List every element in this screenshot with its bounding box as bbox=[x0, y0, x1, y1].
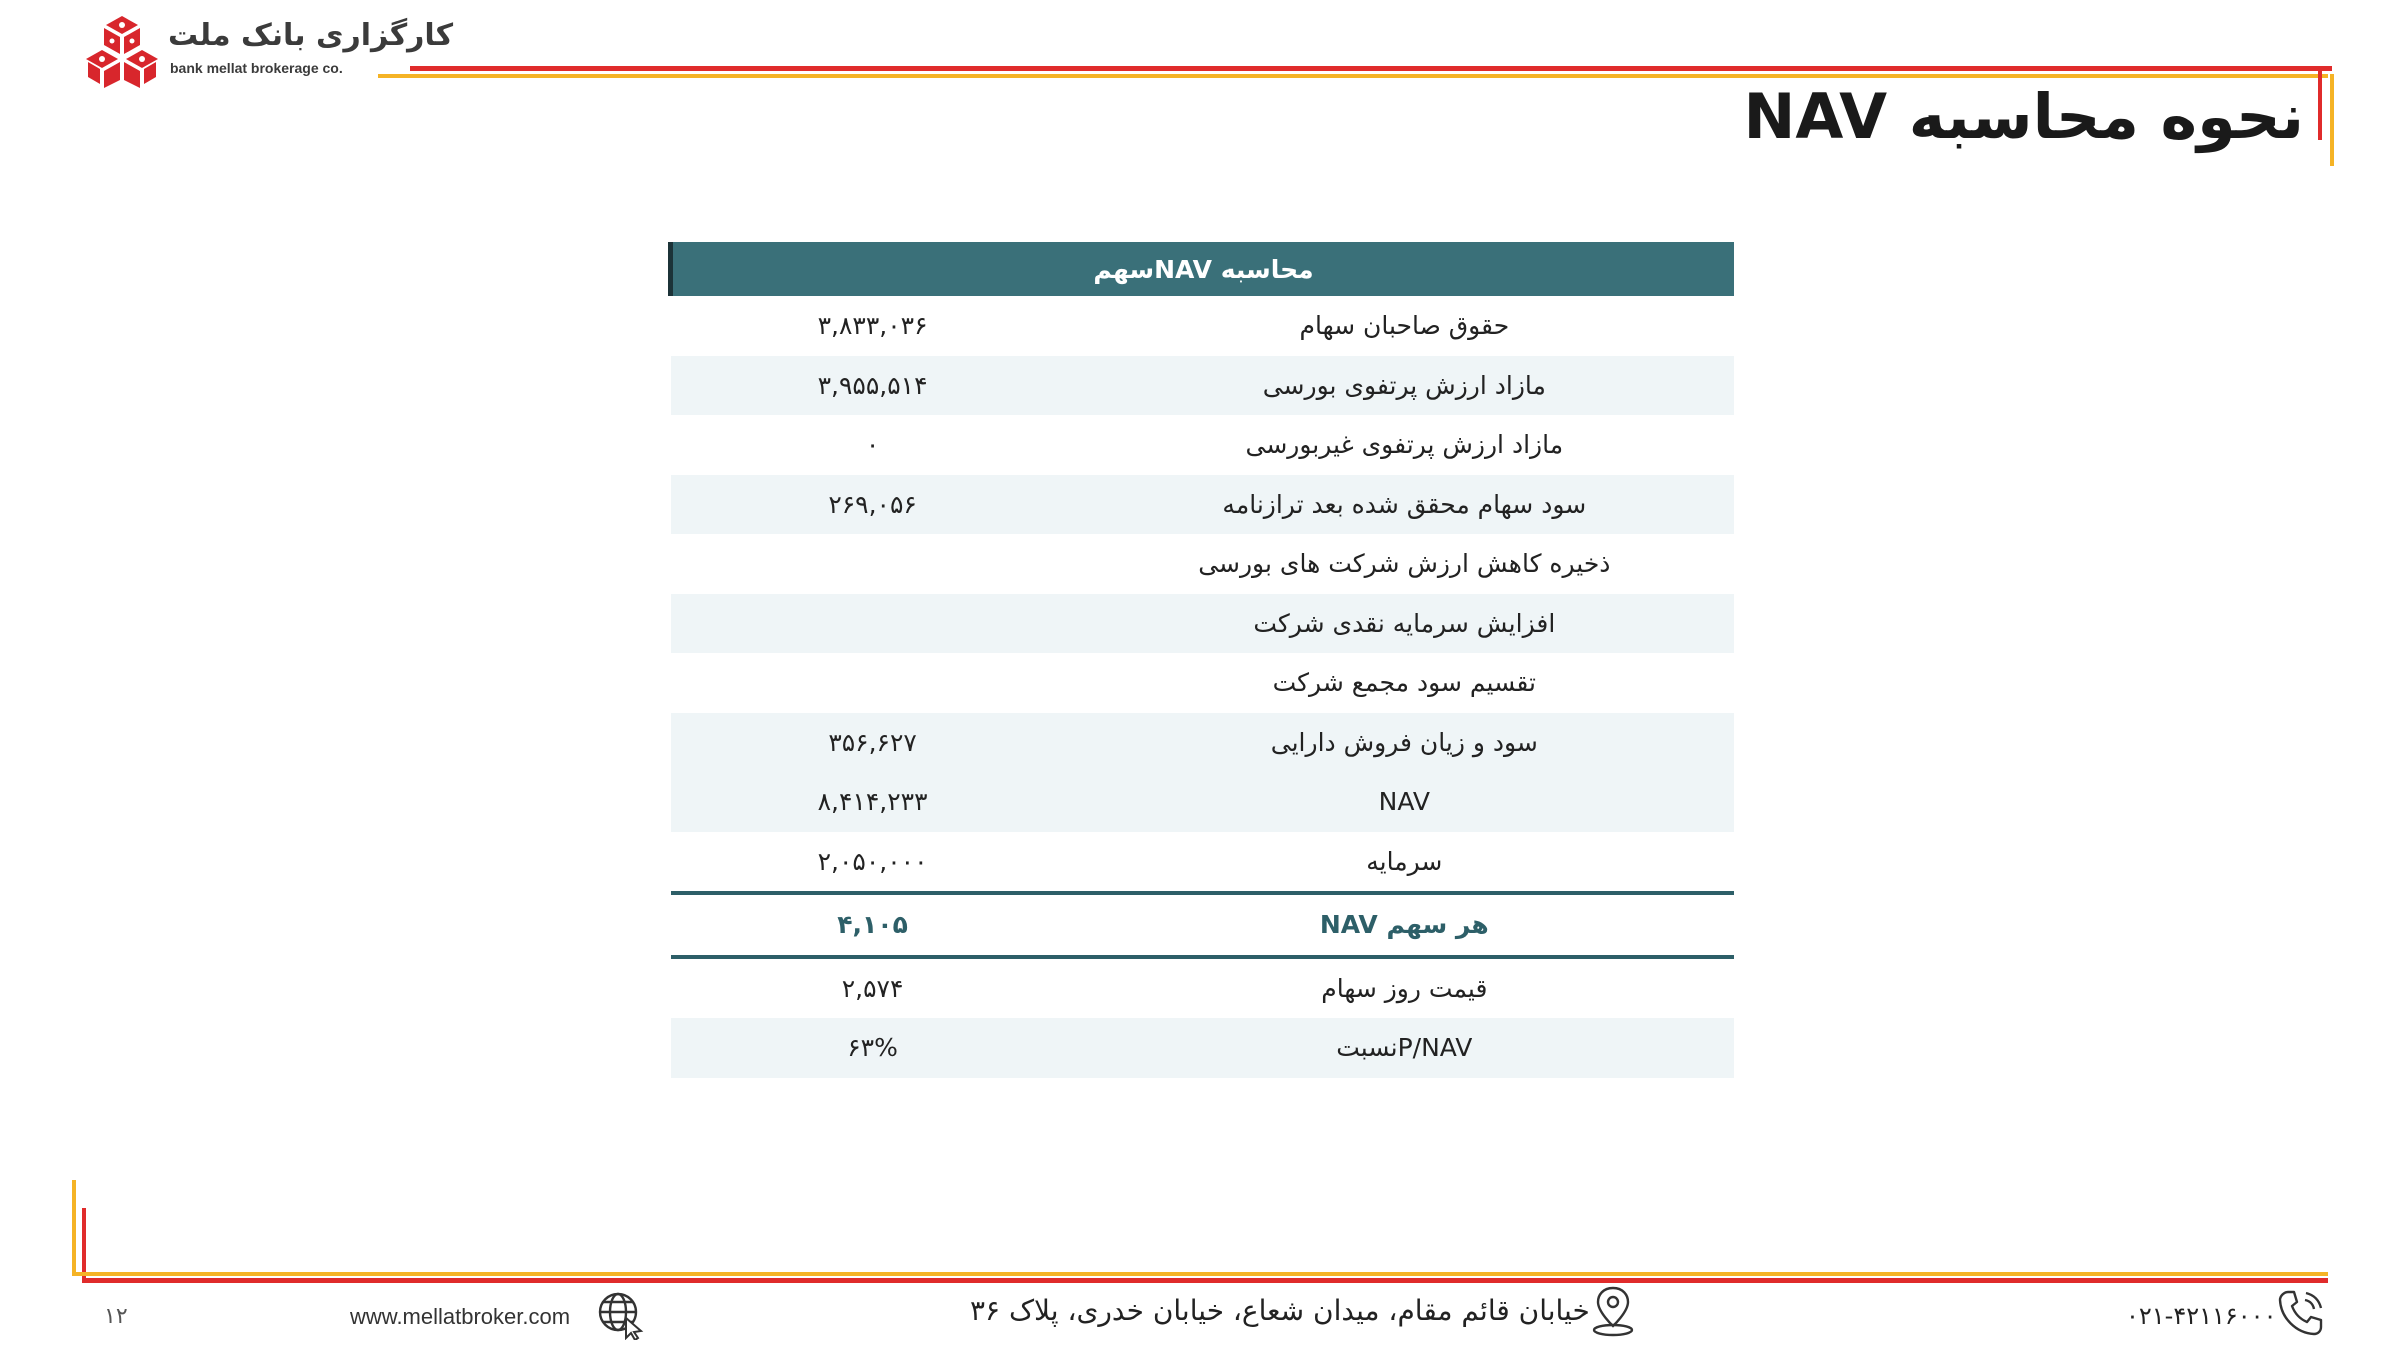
row-value bbox=[671, 534, 1075, 594]
globe-cursor-icon bbox=[596, 1290, 646, 1340]
row-label: افزایش سرمایه نقدی شرکت bbox=[1075, 594, 1734, 654]
header-rule-red bbox=[410, 66, 2332, 71]
table-row bbox=[671, 832, 1735, 894]
nav-per-share-label: هر سهم NAV bbox=[1075, 893, 1734, 957]
table-row bbox=[671, 772, 1735, 832]
table-row bbox=[671, 653, 1735, 713]
row-value bbox=[671, 594, 1075, 654]
company-logo bbox=[86, 14, 454, 90]
table-row bbox=[671, 356, 1735, 416]
table-row bbox=[671, 475, 1735, 535]
row-value: ۳,۸۳۳,۰۳۶ bbox=[671, 296, 1075, 356]
address-text: خیابان قائم مقام، میدان شعاع، خیابان خدری، پلاک ۳۶ bbox=[970, 1294, 1590, 1327]
table-row-highlight bbox=[671, 893, 1735, 957]
footer-rule-red-vertical bbox=[82, 1208, 86, 1280]
table-row bbox=[671, 957, 1735, 1019]
row-value: ۲۶۹,۰۵۶ bbox=[671, 475, 1075, 535]
website-link[interactable]: www.mellatbroker.com bbox=[350, 1304, 571, 1329]
row-label: تقسیم سود مجمع شرکت bbox=[1075, 653, 1734, 713]
row-value: ۶۳% bbox=[671, 1018, 1075, 1078]
table-row bbox=[671, 713, 1735, 773]
logo-text-fa: کارگزاری بانک ملت bbox=[168, 18, 454, 53]
row-value: ۳,۹۵۵,۵۱۴ bbox=[671, 356, 1075, 416]
row-label: P/NAVنسبت bbox=[1075, 1018, 1734, 1078]
header-rule-yellow bbox=[378, 74, 2328, 78]
row-label: مازاد ارزش پرتفوی بورسی bbox=[1075, 356, 1734, 416]
table-header: محاسبه NAVسهم bbox=[671, 242, 1735, 296]
row-label: قیمت روز سهام bbox=[1075, 957, 1734, 1019]
nav-per-share-value: ۴,۱۰۵ bbox=[671, 893, 1075, 957]
row-value: ۲,۵۷۴ bbox=[671, 957, 1075, 1019]
footer-rule-yellow-vertical bbox=[72, 1180, 76, 1276]
cube-logo-icon bbox=[86, 14, 158, 90]
row-label: سرمایه bbox=[1075, 832, 1734, 894]
page-number: ۱۲ bbox=[104, 1304, 128, 1329]
row-value: ۲,۰۵۰,۰۰۰ bbox=[671, 832, 1075, 894]
table-row bbox=[671, 534, 1735, 594]
header-rule-yellow-vertical bbox=[2330, 74, 2334, 166]
phone-number[interactable]: ۰۲۱-۴۲۱۱۶۰۰۰ bbox=[2126, 1302, 2277, 1330]
footer-rule-red bbox=[82, 1278, 2328, 1283]
page-title: نحوه محاسبه NAV bbox=[1743, 80, 2304, 153]
table-row bbox=[671, 594, 1735, 654]
location-pin-icon bbox=[1590, 1284, 1636, 1338]
row-value bbox=[671, 653, 1075, 713]
header-rule-red-vertical bbox=[2318, 66, 2322, 140]
row-value: ۰ bbox=[671, 415, 1075, 475]
table-header-row bbox=[671, 242, 1735, 296]
row-value: ۸,۴۱۴,۲۳۳ bbox=[671, 772, 1075, 832]
row-label: مازاد ارزش پرتفوی غیربورسی bbox=[1075, 415, 1734, 475]
row-label: NAV bbox=[1075, 772, 1734, 832]
table-row bbox=[671, 296, 1735, 356]
table-row bbox=[671, 1018, 1735, 1078]
row-label: سود سهام محقق شده بعد ترازنامه bbox=[1075, 475, 1734, 535]
row-label: سود و زیان فروش دارایی bbox=[1075, 713, 1734, 773]
row-value: ۳۵۶,۶۲۷ bbox=[671, 713, 1075, 773]
phone-icon bbox=[2276, 1288, 2324, 1338]
row-label: حقوق صاحبان سهام bbox=[1075, 296, 1734, 356]
footer-rule-yellow bbox=[72, 1272, 2328, 1276]
table-row bbox=[671, 415, 1735, 475]
row-label: ذخیره کاهش ارزش شرکت های بورسی bbox=[1075, 534, 1734, 594]
nav-table bbox=[668, 242, 1734, 1078]
logo-text-en: bank mellat brokerage co. bbox=[170, 60, 343, 76]
